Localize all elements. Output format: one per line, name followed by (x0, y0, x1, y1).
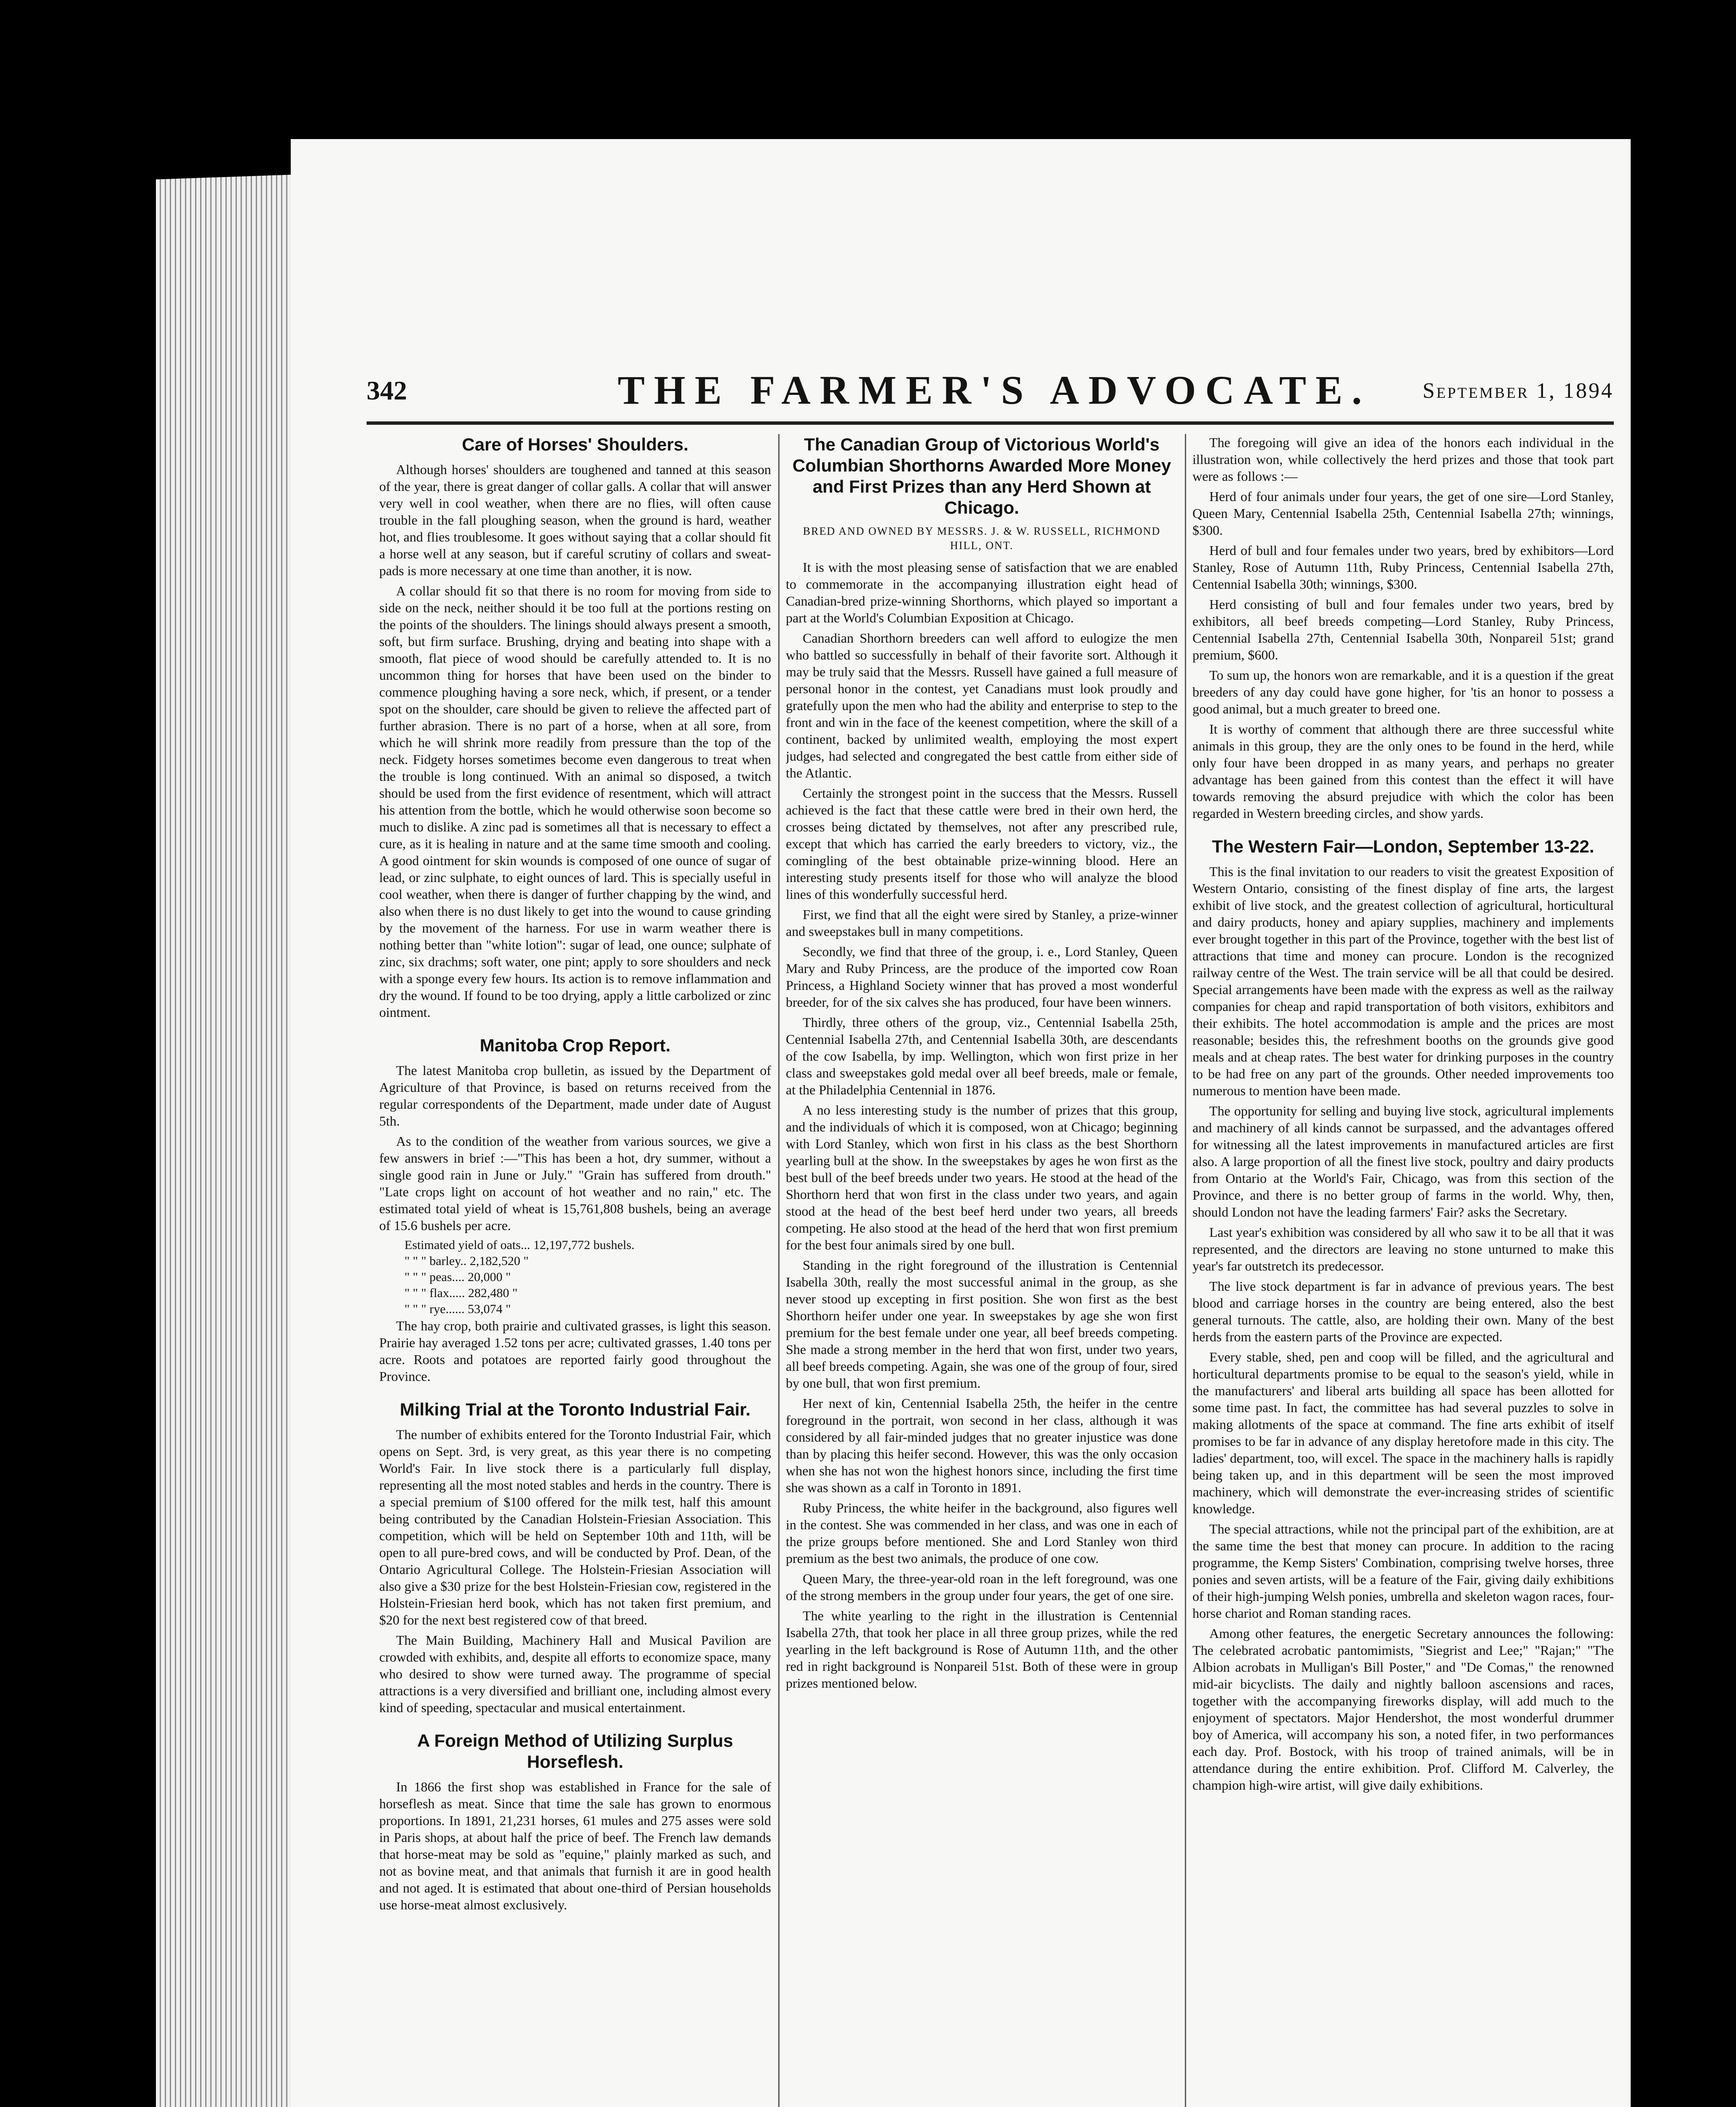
article-paragraph: Every stable, shed, pen and coop will be filled, and the agricultural and horticultural departments promise to be equal to the season's yield, while in the manufacturers' and liberal arts building all space has been allotted for some time past. In fact, the committee has had several puzzles to solve in making allotments of the space at command. The fine arts exhibit of itself promises to be far in advance of any display heretofore made in this city. The ladies' department, too, will excel. The space in the machinery halls is rapidly being taken up, and in this department will be seen the most improved machinery, which will demonstrate the ever-increasing strides of scientific knowledge. (1192, 1349, 1614, 1516)
article-paragraph: Her next of kin, Centennial Isabella 25th, the heifer in the centre foreground in the portrait, won second in her class, although it was considered by all fair-minded judges that no greater injustice was done than by placing this heifer second. However, this was the only occasion when she has not won the highest honors since, including the first time she was shown as a calf in Toronto in 1891. (786, 1396, 1178, 1495)
article-paragraph: The special attractions, while not the principal part of the exhibition, are at the same time the best that money can procure. In addition to the racing programme, the Kemp Sisters' Combination, comprising twelve horses, three ponies and seven artists, will be a feature of the Fair, giving daily exhibitions of their high-jumping Welsh ponies, umbrella and skeleton wagon races, four-horse chariot and Roman standing races. (1192, 1521, 1614, 1621)
article-paragraph: Although horses' shoulders are toughened and tanned at this season of the year, there is great danger of collar galls. A collar that will answer very well in cool weather, when there are no flies, will often cause trouble in the fall ploughing season, when the ground is hard, weather hot, and flies troublesome. It goes without saying that a collar should fit a horse well at any season, but if careful scrutiny of collars and sweat-pads is more necessary at one time than another, it is now. (379, 462, 771, 578)
column-left (379, 434, 771, 2107)
page-number: 342 (367, 375, 407, 405)
article-paragraph: The foregoing will give an idea of the honors each individual in the illustration won, while collectively the herd prizes and those that took part were as follows :— (1192, 435, 1614, 484)
article-paragraph: In 1866 the first shop was established in France for the sale of horseflesh as meat. Since that time the sale has grown to enormous proportions. In 1891, 21,231 horses, 61 mules and 275 asses were sold in Paris shops, at about half the price of beef. The French law demands that horse-meat may be sold as "equine," plainly marked as such, and not as bovine meat, and that animals that furnish it are in good health and not aged. It is estimated that about one-third of Persian households use horse-meat almost exclusively. (379, 1779, 771, 1912)
article-paragraph: Standing in the right foreground of the illustration is Centennial Isabella 30th, really the most successful animal in the group, as she never stood up excepting in first position. She won first as the best Shorthorn heifer under one year. In sweepstakes by age she won first premium for the best female under one year, all beef breeds competing. She made a strong member in the herd that won first, under two years, all beef breeds competing. Again, she was one of the group of four, sired by one bull, that won first premium. (786, 1257, 1178, 1391)
article-paragraph: Thirdly, three others of the group, viz., Centennial Isabella 25th, Centennial Isabella 27th, and Centennial Isabella 30th, are descendants of the cow Isabella, by imp. Wellington, which won first prize in her class and sweepstakes gold medal over all beef breeds, male or female, at the Philadelphia Centennial in 1876. (786, 1015, 1178, 1097)
article-paragraph: A collar should fit so that there is no room for moving from side to side on the neck, neither should it be too full at the portions resting on the points of the shoulders. The linings should always present a smooth, soft, but firm surface. Brushing, drying and beating into shape with a smooth, flat piece of wood should be carefully attended to. It is no uncommon thing for horses that have been used on the binder to commence ploughing having a sore neck, which, if present, or a tender spot on the shoulder, care should be given to relieve the affected part of further abrasion. There is no part of a horse, when at all sore, from which he will shrink more readily from pressure than the top of the neck. Fidgety horses sometimes become even dangerous to treat when the trouble is long continued. With an animal so disposed, a twitch should be used from the first evidence of resentment, which will attract his attention from the bottle, which he would otherwise soon become so much to dislike. A zinc pad is sometimes all that is necessary to effect a cure, as it is healing in nature and at the same time smooth and cooling. A good ointment for skin wounds is composed of one ounce of sugar of lead, or zinc sulphate, to eight ounces of lard. This is specially useful in cool weather, when there is danger of further chapping by the wind, and also when there is no dust likely to get into the wound to cause grinding by the movement of the harness. For use in warm weather there is nothing better than "white lotion": sugar of lead, one ounce; sulphate of zinc, six drachms; soft water, one pint; apply to sore shoulders and neck with a sponge every few hours. Its action is to remove inflammation and dry the wound. If found to be too drying, apply a little carbolized or zinc ointment. (379, 583, 771, 1020)
article-heading: Manitoba Crop Report. (480, 1035, 671, 1055)
article-paragraph: The white yearling to the right in the illustration is Centennial Isabella 27th, that took her place in all three group prizes, while the red yearling in the left background is Rose of Autumn 11th, and the other red in right background is Nonpareil 51st. Both of these were in group prizes mentioned below. (786, 1608, 1178, 1691)
book-page-edges (156, 174, 295, 2107)
article-paragraph: The live stock department is far in advance of previous years. The best blood and carriage horses in the country are being entered, also the best general turnouts. The cattle, also, are holding their own. Many of the best herds from the eastern parts of the Province are expected. (1192, 1279, 1614, 1344)
article-canadian-shorthorns (786, 434, 1178, 1691)
article-milking-trial (379, 1399, 771, 1716)
article-paragraph: Last year's exhibition was considered by all who saw it to be all that it was represented, and the directors are leaving no stone unturned to make this year's far outstretch its predecessor. (1192, 1225, 1614, 1273)
article-care-of-horses-shoulders (379, 434, 771, 1021)
crop-yield-line: " " " peas.... 20,000 " (405, 1270, 511, 1284)
article-paragraph: First, we find that all the eight were sired by Stanley, a prize-winner and sweepstakes bull in many competitions. (786, 907, 1178, 939)
article-paragraph: As to the condition of the weather from various sources, we give a few answers in brief :—"This has been a hot, dry summer, without a single good rain in June or July." "Grain has suffered from drouth." "Late crops light on account of hot weather and no rain," etc. The estimated total yield of wheat is 15,761,808 bushels, being an average of 15.6 bushels per acre. (379, 1134, 771, 1233)
article-paragraph: Certainly the strongest point in the success that the Messrs. Russell achieved is the fact that these cattle were bred in their own herd, the crosses being dictated by themselves, not after any prescribed rule, except that which has carried the early breeders to victory, viz., the comingling of the best obtainable prize-winning blood. Here an interesting study presents itself for those who will analyze the blood lines of this wonderfully successful herd. (786, 785, 1178, 902)
article-heading: Milking Trial at the Toronto Industrial Fair. (399, 1399, 751, 1419)
column-divider (1185, 434, 1186, 2107)
column-middle (786, 434, 1178, 2107)
article-paragraph: The opportunity for selling and buying live stock, agricultural implements and machinery of all kinds cannot be surpassed, and the advantages offered for witnessing all the latest improvements in manufactured articles are first also. A large proportion of all the finest live stock, poultry and dairy products from Ontario at the World's Fair, Chicago, was from this section of the Province, and there is no better group of farms in the world. Why, then, should London not have the leading farmers' Fair? asks the Secretary. (1192, 1103, 1614, 1220)
newspaper-page (291, 139, 1631, 2107)
article-paragraph: This is the final invitation to our readers to visit the greatest Exposition of Western Ontario, consisting of the finest display of fine arts, the largest exhibit of live stock, and the greatest collection of agricultural, horticultural and dairy products, honey and apiary supplies, machinery and implements ever brought together in this part of the Province, together with the best list of attractions that time and money can procure. London is the recognized railway centre of the West. The train service will be all that could be desired. Special arrangements have been made with the express as well as the railway companies for cheap and rapid transportation of both visitors, exhibitors and their exhibits. The hotel accommodation is ample and the prices are most reasonable; besides this, the refreshment booths on the grounds give good meals and at cheap rates. The best water for drinking purposes in the country to be had free on any part of the grounds. Other needed improvements too numerous to mention have been made. (1192, 864, 1614, 1098)
article-paragraph: The Main Building, Machinery Hall and Musical Pavilion are crowded with exhibits, and, despite all efforts to economize space, many who desired to show were turned away. The programme of special attractions is a very diversified and brilliant one, including almost every kind of speeding, spectacular and musical entertainment. (379, 1633, 771, 1715)
article-paragraph: It is with the most pleasing sense of satisfaction that we are enabled to commemorate in the accompanying illustration eight head of Canadian-bred prize-winning Shorthorns, which played so important a part at the World's Columbian Exposition at Chicago. (786, 560, 1178, 625)
article-paragraph: The latest Manitoba crop bulletin, as issued by the Department of Agriculture of that Province, is based on returns received from the regular correspondents of the Department, made under date of August 5th. (379, 1063, 771, 1129)
article-heading: A Foreign Method of Utilizing Surplus Horseflesh. (417, 1731, 733, 1772)
issue-date: September 1, 1894 (1423, 379, 1614, 403)
article-byline: BRED AND OWNED BY MESSRS. J. & W. RUSSELL, RICHMOND HILL, ONT. (803, 525, 1161, 552)
article-paragraph: Canadian Shorthorn breeders can well afford to eulogize the men who battled so successfully in behalf of their favorite sort. Although it may be truly said that the Messrs. Russell have gained a full measure of personal honor in the contest, yet Canadians must look proudly and gratefully upon the men who had the ability and enterprise to step to the front and win in the face of the keenest competition, where the skill of a continent, backed by unlimited wealth, employing the most expert judges, had selected and congregated the best cattle from either side of the Atlantic. (786, 630, 1178, 780)
crop-yield-line: Estimated yield of oats... 12,197,772 bushels. (405, 1238, 635, 1252)
article-paragraph: Herd consisting of bull and four females under two years, bred by exhibitors, all beef breeds competing—Lord Stanley, Ruby Princess, Centennial Isabella 27th, Centennial Isabella 30th, Nonpareil 51st; grand premium, $600. (1192, 597, 1614, 662)
article-western-fair (1192, 836, 1614, 1793)
crop-yield-line: " " " barley.. 2,182,520 " (405, 1254, 529, 1268)
article-paragraph: Queen Mary, the three-year-old roan in the left foreground, was one of the strong members in the group under four years, the get of one sire. (786, 1571, 1178, 1603)
article-paragraph: Among other features, the energetic Secretary announces the following: The celebrated acrobatic pantomimists, "Siegrist and Lee;" "Rajan;" "The Albion acrobats in Mulligan's Bill Poster," and "De Comas," the renowned mid-air bicyclists. The daily and nightly balloon ascensions and races, together with the accompanying fireworks display, will add much to the enjoyment of spectators. Major Hendershot, the most wonderful drummer boy of America, will accompany his son, a noted fifer, in two performances each day. Prof. Bostock, with his troop of trained animals, will be in attendance during the entire exhibition. Prof. Clifford M. Calverley, the champion high-wire artist, will give daily exhibitions. (1192, 1626, 1614, 1793)
article-paragraph: The number of exhibits entered for the Toronto Industrial Fair, which opens on Sept. 3rd, is very great, as this year there is no competing World's Fair. In live stock there is a particularly full display, representing all the most noted stables and herds in the country. There is a special premium of $100 offered for the milk test, half this amount being contributed by the Canadian Holstein-Friesian Association. This competition, which will be held on September 10th and 11th, will be open to all pure-bred cows, and will be conducted by Prof. Dean, of the Ontario Agricultural College. The Holstein-Friesian Association will also give a $30 prize for the best Holstein-Friesian cow, registered in the Holstein-Friesian herd book, which has not taken first premium, and $20 for the next best registered cow of that breed. (379, 1427, 771, 1627)
article-paragraph: The hay crop, both prairie and cultivated grasses, is light this season. Prairie hay averaged 1.52 tons per acre; cultivated grasses, 1.40 tons per acre. Roots and potatoes are reported fairly good throughout the Province. (379, 1318, 771, 1384)
article-paragraph: A no less interesting study is the number of prizes that this group, and the individuals of which it is composed, won at Chicago; beginning with Lord Stanley, which won first in his class as the best Shorthorn yearling bull at the show. In the sweepstakes by ages he won first as the best bull of the beef breeds under two years. He stood at the head of the Shorthorn herd that won first in the class under two years, and again stood at the head of the best beef herd under two years, all breeds competing. He also stood at the head of the herd that won first premium for the best four animals sired by one bull. (786, 1102, 1178, 1252)
article-heading: Care of Horses' Shoulders. (462, 434, 689, 454)
article-paragraph: To sum up, the honors won are remarkable, and it is a question if the great breeders of any day could have gone higher, for 'tis an honor to possess a good animal, but a much greater to breed one. (1192, 667, 1614, 716)
article-paragraph: Herd of bull and four females under two years, bred by exhibitors—Lord Stanley, Rose of Autumn 11th, Ruby Princess, Centennial Isabella 27th, Centennial Isabella 30th; winnings, $300. (1192, 543, 1614, 592)
masthead-title: THE FARMER'S ADVOCATE. (618, 367, 1371, 413)
article-foreign-method-horseflesh (379, 1730, 771, 1913)
article-paragraph: Secondly, we find that three of the group, i. e., Lord Stanley, Queen Mary and Ruby Princess, are the produce of the imported cow Roan Princess, a Highland Society winner that has proved a most wonderful breeder, for of the six calves she has produced, four have been winners. (786, 944, 1178, 1010)
article-manitoba-crop-report (379, 1035, 771, 1385)
column-divider (778, 434, 780, 2107)
header-rule (367, 421, 1614, 425)
crop-yield-line: " " " flax..... 282,480 " (405, 1286, 518, 1300)
article-shorthorns-continued (1192, 434, 1614, 822)
article-paragraph: Herd of four animals under four years, the get of one sire—Lord Stanley, Queen Mary, Centennial Isabella 25th, Centennial Isabella 27th; winnings, $300. (1192, 489, 1614, 538)
column-right (1192, 434, 1614, 2107)
crop-yield-line: " " " rye...... 53,074 " (405, 1302, 511, 1316)
article-heading: The Western Fair—London, September 13-22. (1212, 836, 1594, 856)
article-heading: The Canadian Group of Victorious World's Columbian Shorthorns Awarded More Money and First Prizes than any Herd Shown at Chicago. (792, 434, 1171, 517)
page-header (367, 367, 1614, 421)
article-paragraph: It is worthy of comment that although there are three successful white animals in this group, they are the only ones to be found in the herd, while only four have been dropped in as many years, and perhaps no greater advantage has been gained from this contest than the effect it will have towards removing the absurd prejudice with which the color has been regarded in Western breeding circles, and show yards. (1192, 721, 1614, 821)
article-paragraph: Ruby Princess, the white heifer in the background, also figures well in the contest. She was commended in her class, and was one in each of the prize groups before mentioned. She and Lord Stanley won third premium as the best two animals, the produce of one cow. (786, 1500, 1178, 1566)
